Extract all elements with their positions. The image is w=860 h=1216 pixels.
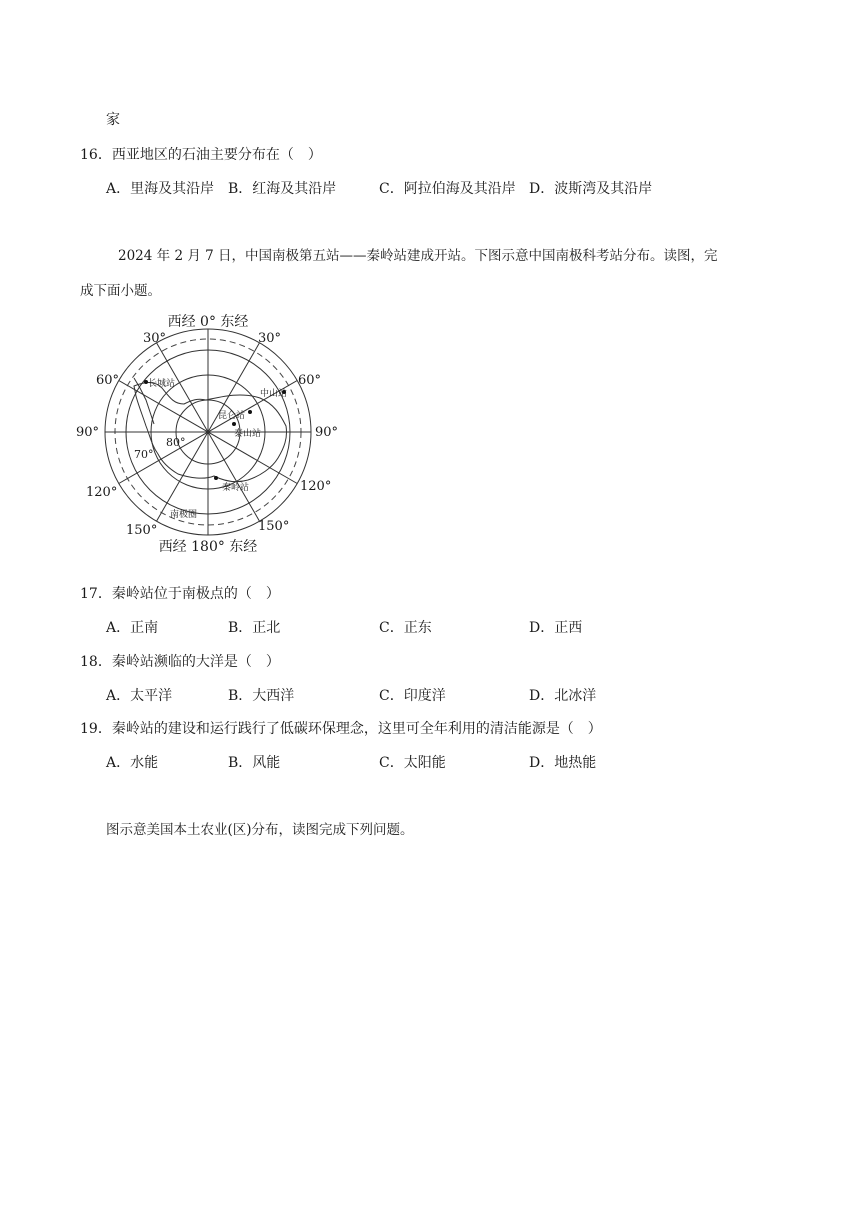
lon-left-150: 150° xyxy=(126,523,158,538)
q17-option-a[interactable]: A．正南 xyxy=(106,620,159,636)
lon-right-30: 30° xyxy=(258,331,282,346)
passage-2: 图示意美国本土农业(区)分布，读图完成下列问题。 xyxy=(106,822,414,838)
q17-option-b[interactable]: B．正北 xyxy=(228,620,281,636)
question-18-stem: 18．秦岭站濒临的大洋是（ ） xyxy=(80,654,280,670)
lon-right-90: 90° xyxy=(315,425,339,440)
lon-left-30: 30° xyxy=(143,331,167,346)
q16-option-b[interactable]: B．红海及其沿岸 xyxy=(228,181,337,197)
question-17-stem: 17．秦岭站位于南极点的（ ） xyxy=(80,586,280,602)
lon-left-90: 90° xyxy=(76,425,100,440)
previous-fragment: 家 xyxy=(106,112,120,128)
station-zhongshan: 中山站 xyxy=(260,389,288,399)
q16-option-c[interactable]: C．阿拉伯海及其沿岸 xyxy=(379,181,516,197)
lon-right-120: 120° xyxy=(300,479,332,494)
antarctic-stations-map xyxy=(74,308,344,556)
lon-left-60: 60° xyxy=(96,373,120,388)
lon-right-150: 150° xyxy=(258,519,290,534)
q17-option-c[interactable]: C．正东 xyxy=(379,620,432,636)
q17-option-d[interactable]: D．正西 xyxy=(529,620,583,636)
q18-option-c[interactable]: C．印度洋 xyxy=(379,688,446,704)
q19-option-b[interactable]: B．风能 xyxy=(228,755,281,771)
q18-option-a[interactable]: A．太平洋 xyxy=(106,688,173,704)
q19-option-c[interactable]: C．太阳能 xyxy=(379,755,446,771)
station-taishan: 泰山站 xyxy=(234,429,262,439)
q16-option-a[interactable]: A．里海及其沿岸 xyxy=(106,181,215,197)
map-top-label: 西经 0° 东经 xyxy=(167,314,249,330)
q19-option-d[interactable]: D．地热能 xyxy=(529,755,597,771)
q18-option-d[interactable]: D．北冰洋 xyxy=(529,688,597,704)
lat-label-70: 70° xyxy=(134,448,154,461)
station-changcheng: 长城站 xyxy=(148,379,176,389)
station-kunlun: 昆仑站 xyxy=(218,411,246,421)
passage-1-line-2: 成下面小题。 xyxy=(80,283,161,299)
map-bottom-label: 西经 180° 东经 xyxy=(158,539,258,555)
q16-option-d[interactable]: D．波斯湾及其沿岸 xyxy=(529,181,653,197)
question-16-stem: 16．西亚地区的石油主要分布在（ ） xyxy=(80,147,322,163)
q18-option-b[interactable]: B．大西洋 xyxy=(228,688,295,704)
passage-1-line-1: 2024 年 2 月 7 日，中国南极第五站——秦岭站建成开站。下图示意中国南极科考站分布。读图，完 xyxy=(118,248,718,264)
lon-right-60: 60° xyxy=(298,373,322,388)
q19-option-a[interactable]: A．水能 xyxy=(106,755,159,771)
lat-label-80: 80° xyxy=(166,436,186,449)
lon-left-120: 120° xyxy=(86,485,118,500)
question-19-stem: 19．秦岭站的建设和运行践行了低碳环保理念，这里可全年利用的清洁能源是（ ） xyxy=(80,721,602,737)
station-qinling: 秦岭站 xyxy=(222,483,250,493)
antarctic-circle-label: 南极圈 xyxy=(170,510,198,520)
